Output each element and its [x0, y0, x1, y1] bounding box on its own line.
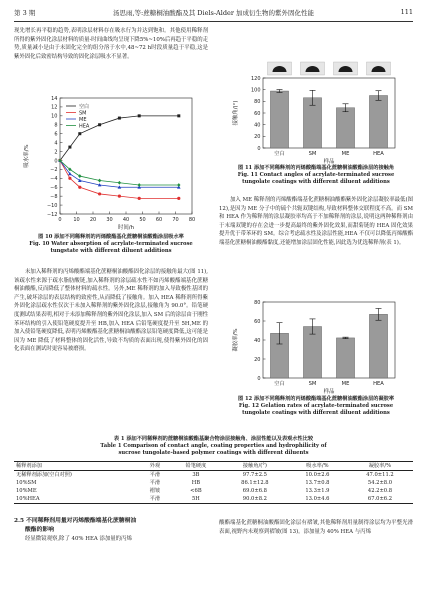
figure-12-caption: [226, 396, 406, 417]
table-cell: 86.1±12.8: [241, 480, 269, 486]
x-tick-label: SM: [308, 381, 317, 387]
table-cell: 3B: [192, 472, 200, 478]
x-tick-label: SM: [308, 151, 317, 157]
header-rule: [14, 21, 413, 22]
table-cell: <6B: [190, 488, 202, 494]
figure-12-caption-en: Fig. 12 Gelation rates of acrylate-terminated sucrose tungolate coatings with different diluent additions: [238, 403, 394, 416]
figure-11-chart: [219, 60, 413, 170]
x-axis-label: 时间/h: [117, 225, 135, 231]
data-point: [138, 114, 141, 117]
table-cell: 67.0±6.2: [347, 495, 413, 504]
page-number: 111: [400, 8, 413, 16]
y-tick-label: −6: [50, 185, 58, 192]
table-header-cell: 吸水率/%: [288, 462, 347, 471]
table-row: [14, 479, 413, 487]
x-tick-label: 70: [172, 217, 179, 223]
figure-11-caption: [226, 165, 406, 186]
y-axis-label: 吸水率/%: [24, 144, 30, 168]
data-point: [177, 114, 180, 117]
section-right-text: 酸酯端基化蔗糖桐油酸酯固化涂层有褶皱,其他稀释剂用量制得涂层均为平整光滑表面,视野内未观察到褶皱(图 13)。添加量为 40% HEA 与丙烯: [219, 520, 413, 535]
table-1: [14, 461, 413, 504]
y-axis-label: 接触角/(°): [233, 100, 239, 126]
data-point: [98, 192, 101, 195]
y-tick-label: 4: [54, 140, 58, 147]
data-point: [98, 123, 101, 126]
y-tick-label: −8: [50, 193, 58, 200]
figure-10-caption-zh: 图 10 添加不同稀释剂的丙烯酸酯基化蔗糖桐油酸酯涂层吸水率: [38, 234, 184, 240]
table-row: [14, 487, 413, 495]
bar-ME: [336, 338, 354, 378]
bar-空白: [270, 91, 288, 148]
legend-label: HEA: [79, 123, 90, 130]
data-point: [118, 117, 121, 120]
x-axis-label: 样品: [323, 389, 335, 395]
y-tick-label: 40: [254, 337, 261, 344]
x-tick-label: 50: [139, 217, 146, 223]
table-header-cell: 稀释剂添加: [14, 462, 140, 471]
table-1-caption-en-2: sucrose tungolate-based polymer coatings with different diluents: [118, 450, 309, 456]
table-row: [14, 495, 413, 504]
x-tick-label: ME: [341, 381, 350, 387]
running-title: 汤思雨,等:蔗糖桐油酸酯及其 Diels-Alder 加成衍生物的紫外固化性能: [112, 9, 315, 17]
data-point: [98, 179, 101, 183]
table-cell: 54.2±8.0: [367, 480, 393, 486]
issue-label: 第 3 期: [14, 9, 36, 17]
table-cell: 13.7±0.8: [305, 480, 330, 486]
figure-12-chart: [219, 296, 413, 396]
table-row: [14, 471, 413, 480]
y-tick-label: 20: [254, 356, 261, 363]
bar-HEA: [369, 314, 387, 378]
table-1-caption-en-1: Table 1 Comparison of contact angle, coating properties and hydrophilicity of: [100, 443, 327, 449]
y-tick-label: 60: [254, 110, 261, 117]
y-tick-label: 6: [54, 131, 58, 138]
table-cell: 5H: [170, 495, 222, 504]
x-tick-label: 空白: [274, 381, 285, 387]
figure-11-caption-zh: 图 11 添加不同稀释剂的丙烯酸酯端基化蔗糖桐油酸酯涂层的接触角: [237, 165, 395, 171]
table-cell: 42.2±0.8: [367, 488, 393, 494]
x-tick-label: 20: [89, 217, 97, 223]
data-point: [138, 197, 141, 200]
x-tick-label: 10: [73, 217, 80, 223]
y-tick-label: −10: [46, 202, 58, 209]
data-point: [68, 177, 71, 180]
table-cell: 10%ME: [16, 488, 37, 494]
y-tick-label: −4: [50, 176, 58, 183]
table-header-cell: 接触角/(°): [222, 462, 288, 471]
y-tick-label: 120: [250, 75, 261, 82]
y-tick-label: 40: [254, 122, 261, 129]
table-cell: 褶皱: [149, 488, 161, 494]
x-tick-label: 80: [188, 217, 196, 223]
x-tick-label: ME: [341, 151, 350, 157]
table-header-cell: 外观: [140, 462, 170, 471]
x-tick-label: HEA: [373, 381, 384, 387]
y-tick-label: 0: [257, 145, 261, 152]
table-cell: 平滑: [149, 480, 161, 486]
data-point: [177, 183, 180, 187]
x-tick-label: 空白: [274, 151, 285, 157]
x-tick-label: HEA: [373, 151, 384, 157]
data-point: [118, 181, 121, 185]
legend-label: 空白: [79, 103, 90, 110]
y-tick-label: 100: [250, 87, 261, 94]
y-tick-label: 10: [51, 113, 58, 120]
y-tick-label: 60: [254, 318, 261, 325]
legend-label: ME: [79, 116, 87, 123]
left-paragraph-top: 现先增长再平稳的趋势,表明涂层材料存在吸水行为并达到饱和。其他使用稀释剂所得的紫外固化涂层材料的质量-时间曲线均呈现下降5%~10%后再趋于平稳的走势,质量减小是由于未固化完全的组分溶于水中,48~72 h时段质量趋于平稳,这是紫外固化后致密结构导致的固化涂层吸水不显著。: [14, 28, 208, 60]
table-cell: 10%SM: [16, 480, 37, 486]
data-point: [78, 179, 82, 182]
table-cell: 97.7±2.5: [242, 472, 267, 478]
y-axis-label: 凝胶率/%: [233, 328, 239, 352]
table-header-cell: 铅笔硬度: [170, 462, 222, 471]
x-tick-label: 30: [106, 217, 113, 223]
data-point: [68, 146, 71, 149]
table-cell: 90.0±8.2: [222, 495, 288, 504]
bar-ME: [336, 108, 354, 148]
table-1-caption-zh: 表 1 添加不同稀释剂的蔗糖桐油酸酯基聚合物涂层接触角、涂层性能以及表观水性比较: [113, 436, 314, 442]
x-axis-label: 样品: [323, 159, 335, 165]
series-line-空白: [60, 116, 179, 161]
table-cell: 13.0±4.6: [288, 495, 347, 504]
section-left-text: 经显微镜观察,除了 40% HEA 添加量的丙烯: [25, 536, 132, 542]
data-point: [138, 183, 141, 187]
y-tick-label: 8: [54, 122, 58, 129]
bar-HEA: [369, 96, 387, 149]
y-tick-label: 80: [254, 99, 261, 106]
figure-11-caption-en: Fig. 11 Contact angles of acrylate-terminated sucrose tungolate coatings with different diluent additions: [237, 172, 395, 185]
y-tick-label: 2: [54, 149, 58, 156]
table-1-caption: [14, 436, 413, 457]
figure-10-caption: [20, 234, 202, 255]
data-point: [78, 132, 81, 135]
y-tick-label: 14: [51, 95, 58, 102]
y-tick-label: 0: [257, 375, 261, 382]
data-point: [78, 174, 81, 178]
running-header: [14, 8, 413, 20]
section-2-5: [14, 517, 208, 544]
table-header-row: [14, 462, 413, 471]
y-tick-label: −12: [46, 211, 58, 218]
figure-10-caption-en: Fig. 10 Water absorption of acrylate-terminated sucrose tungstate with different diluent additions: [29, 241, 193, 254]
figure-10-chart: [14, 90, 208, 232]
y-tick-label: 0: [54, 158, 58, 165]
data-point: [118, 195, 121, 198]
data-point: [177, 197, 180, 200]
x-tick-label: 60: [155, 217, 163, 223]
section-heading-line-1: 2.5 不同稀释剂用量对丙烯酸酯端基化蔗糖桐油: [14, 518, 137, 524]
y-tick-label: 12: [51, 104, 58, 111]
x-tick-label: 40: [122, 217, 130, 223]
table-cell: 平滑: [140, 495, 170, 504]
figure-12-caption-zh: 图 12 添加不同稀释剂的丙烯酸酯端基化蔗糖桐油酸酯涂层的凝胶率: [237, 396, 395, 402]
y-tick-label: 20: [254, 134, 261, 141]
legend-label: SM: [79, 110, 87, 117]
table-cell: 平滑: [149, 472, 161, 478]
table-cell: 47.0±11.2: [366, 472, 394, 478]
left-paragraph-bottom: 未加入稀释剂的丙烯酸酯端基化蔗糖桐油酸酯固化涂层的接触角最大(图 11),该疏水性来源于疏水脂肪酸链,加入稀释剂的涂层疏水性不如丙烯酸酯端基化蔗糖桐油酸酯,反而降低了整体材料的疏水性。另外,ME 稀释剂的加入导致极性基团的产生,破坏涂层的表层结构的致密性,从而降低了接触角。加入 HEA 稀释剂所得紫外固化涂层疏水性仅次于未加入稀释剂的紫外固化涂层,接触角为 90.0°。铅笔硬度测试结果表明,相对于未添加稀释剂的紫外固化涂层,加入 SM 后的涂层由于刚性苯环结构的引入使铅笔硬度提升至 HB,加入 HEA 后铅笔硬度提升至 5H,ME 的加入使铅笔硬度降低,表明丙烯酸酯基化蔗糖桐油酸酯涂层铅笔硬度降低,这可能是因为 ME 降低了材料整体的固化活性,导致不均质的表面出现,使得紫外固化的固化表面在测试时更容易被磨损。: [14, 269, 208, 353]
table-header-cell: 凝胶率/%: [347, 462, 413, 471]
table-cell: 10.0±2.6: [305, 472, 330, 478]
table-cell: 无稀释剂添加(空白对照): [16, 472, 72, 478]
table-cell: 69.0±6.8: [242, 488, 267, 494]
y-tick-label: −2: [50, 167, 58, 174]
table-cell: 13.3±1.9: [305, 488, 330, 494]
x-tick-label: 0: [58, 217, 62, 223]
y-tick-label: 80: [254, 299, 261, 306]
table-cell: HB: [191, 480, 201, 486]
table-cell: 10%HEA: [14, 495, 140, 504]
section-heading-line-2: 酸酯的影响: [25, 527, 54, 533]
right-paragraph-mid: 加入 ME 稀释剂的丙烯酸酯端基化蔗糖桐油酸酯紫外固化涂层凝胶率最低(图 12),是因为 ME 分子中的硫个共轭双键结构,导致材料整体交联程度不高。而 SM 和 HEA 作为稀释剂的涂层凝胶率均高于不加稀释剂的涂层,说明这两种稀释剂由于末端双键的存在会进一步提高最终的紫外固化效果,而甜菊链的 HEA 固化效果提升优于带苯环的 SM。综合考虑疏水性及涂层性能,HEA 不仅可以降低丙烯酸酯端基化蔗糖桐油酸酯黏度,还能增加涂层固化性能,因此选为优选稀释剂(表 1)。: [219, 197, 413, 246]
data-point: [78, 186, 81, 189]
